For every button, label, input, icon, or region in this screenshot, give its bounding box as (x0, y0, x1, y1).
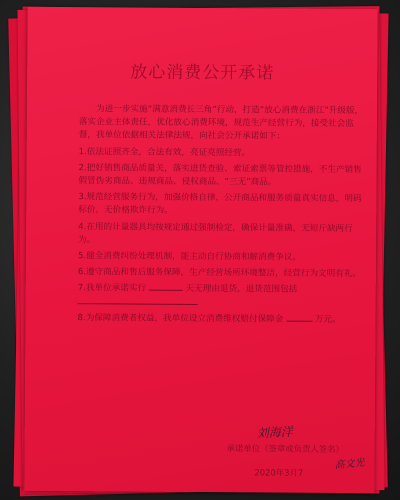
signer-label: 承诺单位（签章或负责人签名） (226, 443, 344, 455)
document-body (77, 103, 369, 330)
commitment-item-2: 2.把好销售商品质量关，落实进货查验、索证索票等管控措施，不生产销售假冒伪劣商品、违规商品、侵权商品、“三无”商品。 (78, 162, 362, 188)
blank-amount (286, 320, 312, 321)
blank-range (78, 303, 198, 305)
item-7-prefix: 7.我单位承诺实行 (77, 283, 147, 295)
second-handwritten-signature: 高文光 (334, 457, 366, 472)
blank-days (149, 290, 183, 291)
commitment-item-4: 4.在用的计量器具均按规定通过强制检定，确保计量准确，无短斤缺两行为。 (78, 221, 353, 246)
commitment-item-3: 3.规范经营服务行为，加强价格自律，公开商品和服务质量真实信息，明码标价，无价格欺诈行为。 (78, 192, 362, 217)
commitment-item-7 (78, 283, 368, 311)
handwritten-signature: 刘海洋 (256, 424, 294, 441)
item-8-prefix: 8.为保障消费者权益，我单位设立消费维权赔付保障金 (77, 312, 284, 325)
commitment-item-8 (77, 312, 367, 327)
item-7-middle: 天无理由退货，退货范围包括 (185, 284, 298, 296)
signing-date: 2020年3月7 (254, 467, 304, 478)
intro-paragraph: 为进一步实施“满意消费长三角”行动，打造“放心消费在浙江”升级版，落实企业主体责任，优化放心消费环境，规范生产经营行为，接受社会监督，我单位依据相关法律法规，向社会公开承诺如下： (78, 104, 364, 142)
item-8-suffix: 万元。 (314, 314, 341, 325)
commitment-document (24, 7, 377, 493)
commitment-item-6: 6.遵守商品和售后服务保障，生产经营场所环境整洁，经营行为文明有礼。 (77, 267, 362, 280)
document-title: 放心消费公开承诺 (130, 62, 275, 84)
commitment-item-1: 1.依法证照齐全，合法有效，亮证亮照经营。 (78, 146, 251, 158)
commitment-item-5: 5.健全消费纠纷处理机制，能主动自行协商和解消费争议。 (77, 251, 302, 263)
